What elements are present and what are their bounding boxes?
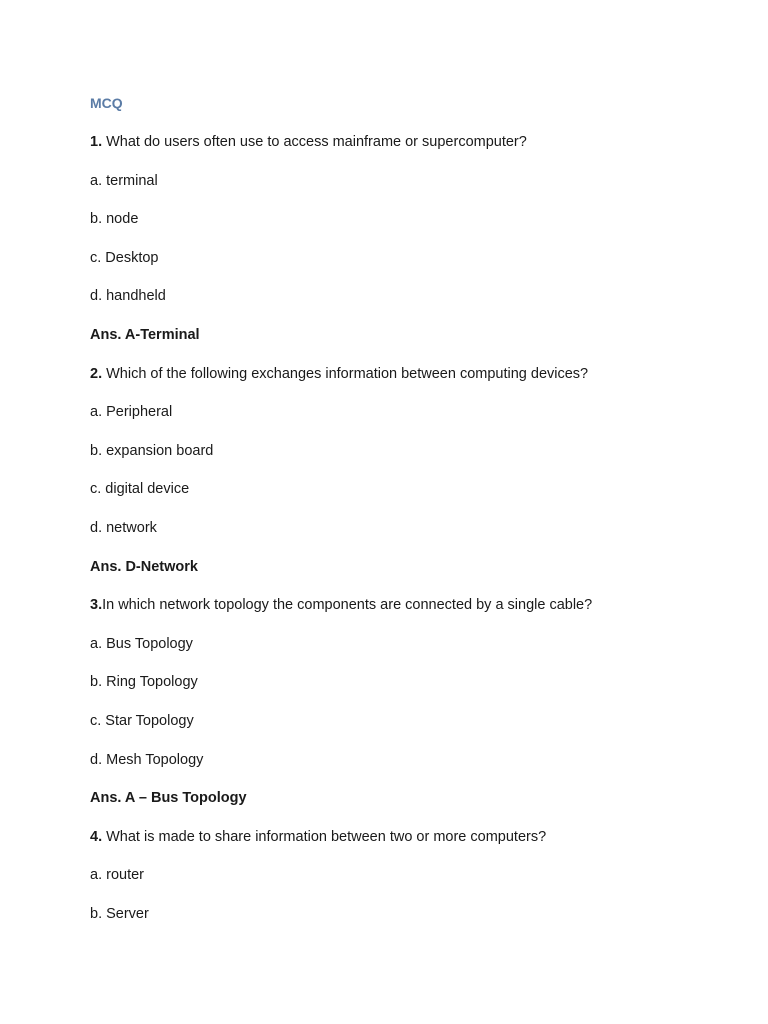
question-number: 1. [90, 134, 103, 150]
document-page [90, 92, 730, 941]
option-2c: c. digital device [90, 481, 190, 498]
question-text: What is made to share information between two or more computers? [102, 828, 547, 845]
option-1d: d. handheld [90, 288, 166, 305]
option-4b: b. Server [90, 905, 149, 922]
option-1a: a. terminal [90, 172, 158, 189]
question-number: 4. [90, 828, 103, 845]
section-heading: MCQ [90, 95, 123, 111]
option-3d: d. Mesh Topology [90, 751, 204, 768]
question-1 [90, 131, 730, 153]
question-text: Which of the following exchanges information between computing devices? [102, 365, 589, 382]
question-number: 2. [90, 365, 103, 382]
option-2a: a. Peripheral [90, 404, 173, 421]
option-2b: b. expansion board [90, 442, 214, 459]
option-4a: a. router [90, 867, 144, 884]
option-1b: b. node [90, 211, 139, 228]
question-4 [90, 826, 730, 848]
option-3b: b. Ring Topology [90, 674, 198, 691]
option-3c: c. Star Topology [90, 712, 194, 729]
question-2 [90, 363, 730, 385]
question-text: What do users often use to access mainframe or supercomputer? [102, 134, 527, 150]
option-2d: d. network [90, 519, 157, 536]
answer-3: Ans. A – Bus Topology [90, 790, 247, 807]
question-text: In which network topology the components are connected by a single cable? [102, 597, 593, 614]
question-number: 3. [90, 597, 103, 614]
option-1c: c. Desktop [90, 249, 159, 266]
question-3 [90, 594, 730, 616]
answer-2: Ans. D-Network [90, 558, 198, 575]
option-3a: a. Bus Topology [90, 635, 193, 652]
answer-1: Ans. A-Terminal [90, 326, 200, 343]
